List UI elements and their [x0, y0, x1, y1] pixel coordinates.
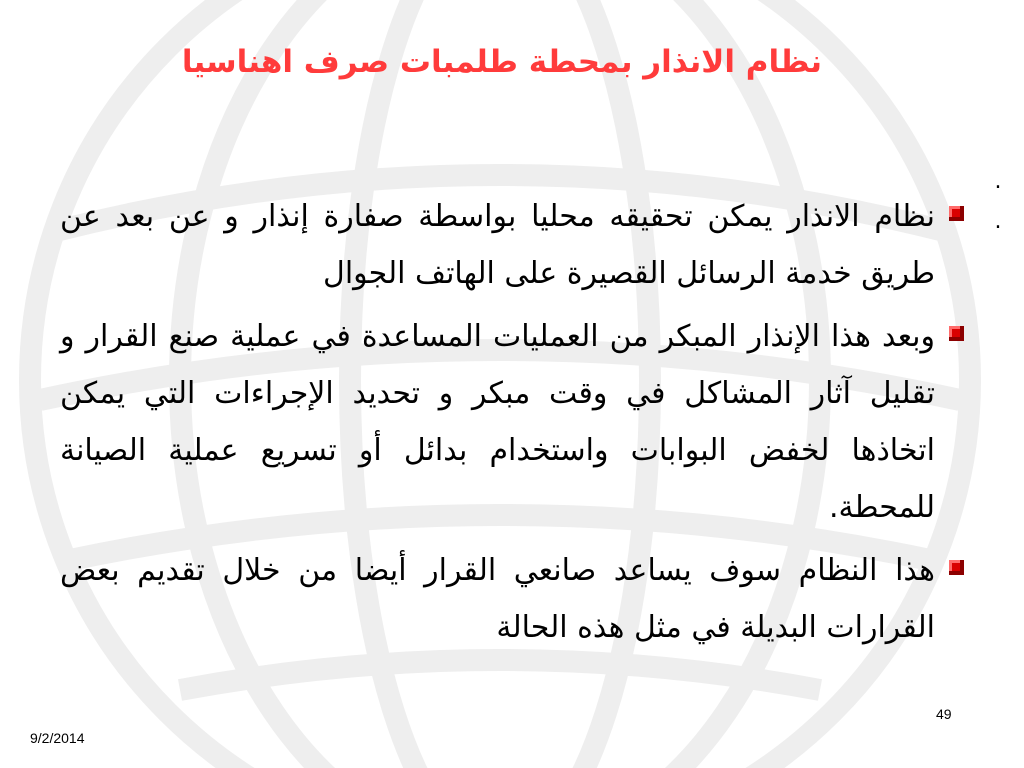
bullet-text: هذا النظام سوف يساعد صانعي القرار أيضا من خلال تقديم بعض القرارات البديلة في مثل هذه الحالة	[60, 553, 935, 645]
square-bullet-icon	[949, 560, 964, 575]
bullet-text: وبعد هذا الإنذار المبكر من العمليات المساعدة في عملية صنع القرار و تقليل آثار المشاكل في وقت مبكر و تحديد الإجراءات التي يمكن اتخاذها لخفض البوابات واستخدام بدائل أو تسريع عملية الصيانة للمحطة.	[60, 319, 935, 525]
square-bullet-icon	[949, 206, 964, 221]
square-bullet-icon	[949, 326, 964, 341]
bullet-text: نظام الانذار يمكن تحقيقه محليا بواسطة صفارة إنذار و عن بعد عن طريق خدمة الرسائل القصيرة على الهاتف الجوال	[60, 199, 935, 291]
stray-marks	[988, 162, 1008, 242]
page-number: 49	[936, 706, 952, 722]
stray-dot: .	[994, 209, 1002, 234]
bullet-item-1	[60, 188, 964, 302]
bullet-item-3	[60, 542, 964, 656]
stray-dot: .	[994, 169, 1002, 194]
slide-title: نظام الانذار بمحطة طلمبات صرف اهناسيا	[181, 44, 822, 80]
bullet-item-2	[60, 308, 964, 536]
bullet-list	[60, 188, 964, 662]
footer-date: 9/2/2014	[30, 730, 85, 746]
